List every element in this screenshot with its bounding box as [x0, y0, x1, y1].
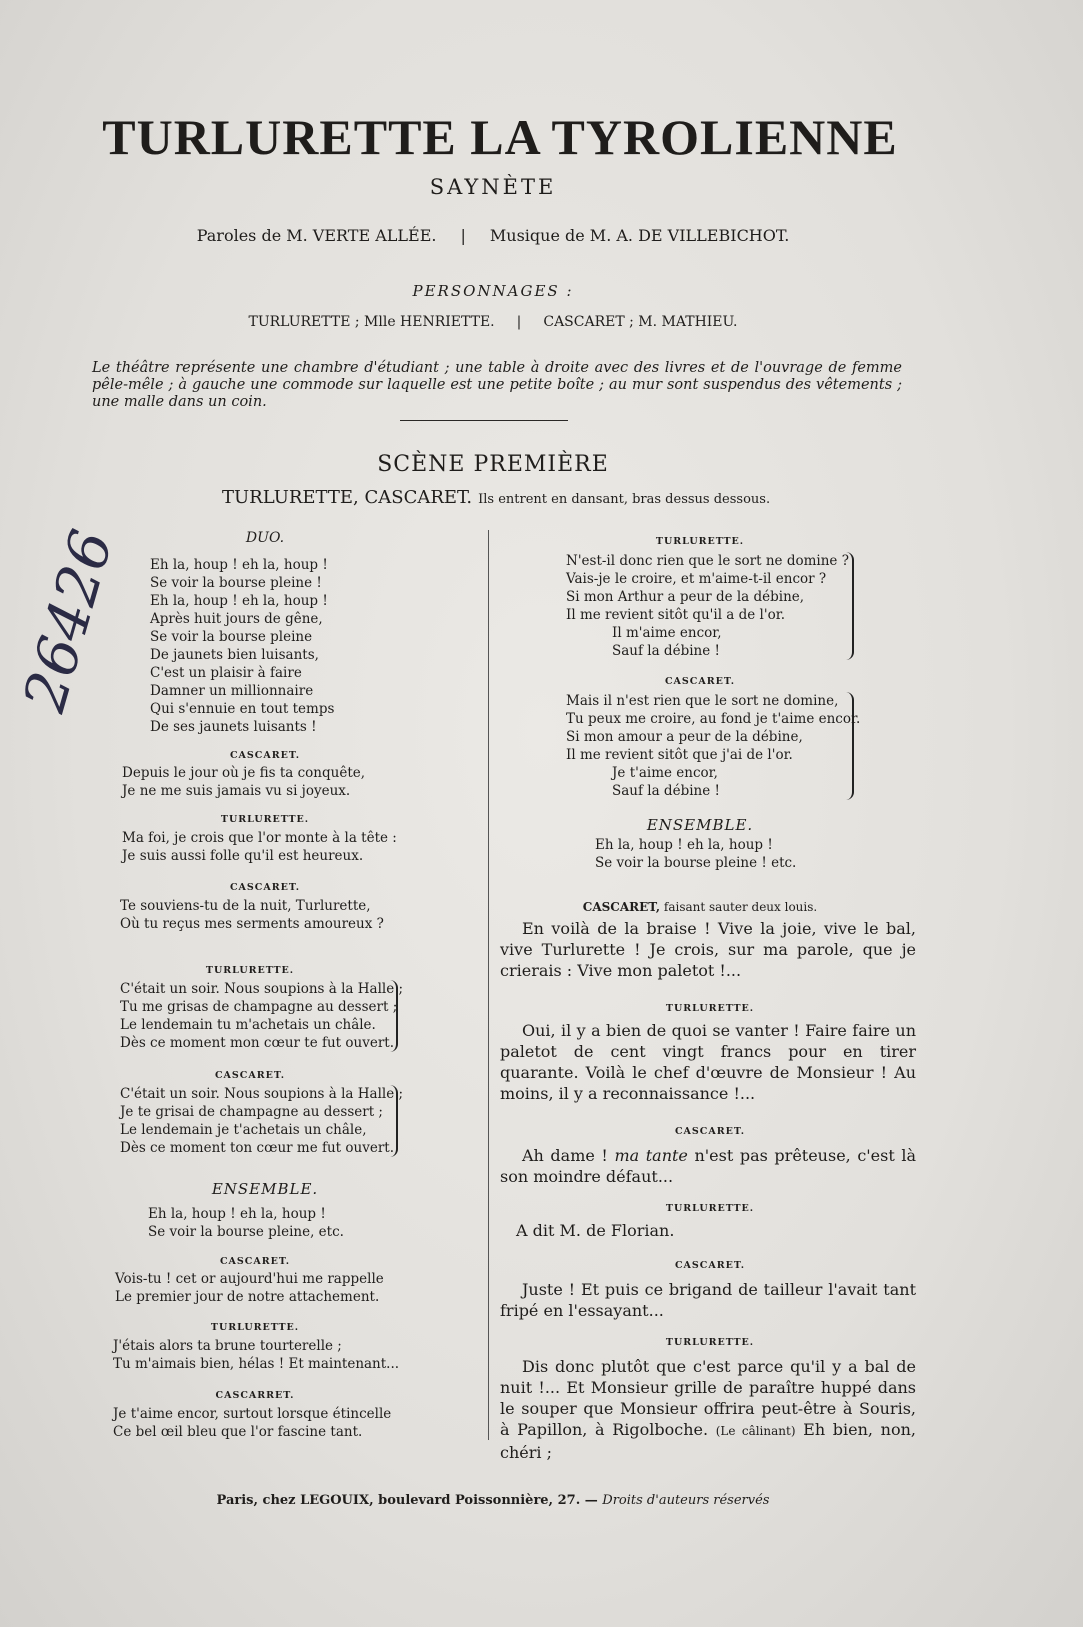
verse-line: Il me revient sitôt qu'il a de l'or.: [566, 607, 785, 623]
verse-line: Se voir la bourse pleine: [150, 629, 313, 645]
speech: [122, 829, 397, 865]
speaker-label: CASCARET.: [214, 1070, 285, 1081]
verse-line: Qui s'ennuie en tout temps: [150, 701, 335, 717]
prose-speech: [500, 1356, 916, 1463]
separator: |: [516, 314, 522, 330]
verse-line: Se voir la bourse pleine ! etc.: [595, 855, 797, 871]
verse-line: C'est un plaisir à faire: [150, 665, 302, 681]
ensemble-label: ENSEMBLE.: [211, 1180, 319, 1198]
verse-line: Tu m'aimais bien, hélas ! Et maintenant...: [113, 1356, 400, 1372]
speaker-label: TURLURETTE.: [205, 965, 295, 976]
column-divider: [488, 530, 489, 1440]
verse-line: Depuis le jour où je fis ta conquête,: [122, 765, 366, 781]
verse-line: Je ne me suis jamais vu si joyeux.: [122, 783, 351, 799]
prose-italic: ma tante: [614, 1146, 688, 1165]
verse-line: Sauf la débine !: [612, 643, 720, 659]
prose-text: Eh bien, non, chéri ;: [500, 1420, 916, 1462]
speaker-label: CASCARRET.: [215, 1390, 295, 1401]
prose-text: Ah dame !: [522, 1146, 615, 1165]
speaker-label: CASCARET.: [664, 676, 735, 687]
verse-line: Le lendemain tu m'achetais un châle.: [120, 1017, 376, 1033]
separator: |: [460, 226, 466, 245]
verse-line: C'était un soir. Nous soupions à la Halle ;: [120, 1086, 404, 1102]
verse-line: Dès ce moment mon cœur te fut ouvert.: [120, 1035, 394, 1051]
verse-line: Te souviens-tu de la nuit, Turlurette,: [120, 898, 371, 914]
credits: [0, 226, 986, 245]
composer: Musique de M. A. DE VILLEBICHOT.: [489, 226, 790, 245]
prose-speech: Juste ! Et puis ce brigand de tailleur l'avait tant fripé en l'essayant...: [500, 1280, 916, 1320]
ensemble-verse: [148, 1205, 344, 1241]
speech: [120, 897, 384, 933]
ensemble-label: ENSEMBLE.: [646, 816, 754, 834]
verse-line: Il me revient sitôt que j'ai de l'or.: [566, 747, 793, 763]
speaker-label: CASCARET,: [582, 900, 661, 914]
speaker-label: TURLURETTE.: [665, 1337, 755, 1348]
verse-line: Se voir la bourse pleine, etc.: [148, 1224, 344, 1240]
verse-line: Tu me grisas de champagne au dessert ;: [120, 999, 398, 1015]
verse-line: Il m'aime encor,: [612, 625, 722, 641]
speech: [113, 1337, 399, 1373]
speaker-label: TURLURETTE.: [220, 814, 310, 825]
personnage-turlurette: TURLURETTE ; Mlle HENRIETTE.: [248, 314, 495, 330]
entrance-direction: Ils entrent en dansant, bras dessus dessous.: [478, 492, 771, 507]
play-subtitle: SAYNÈTE: [429, 175, 557, 199]
personnages-heading: PERSONNAGES :: [412, 282, 574, 300]
verse-line: Damner un millionnaire: [150, 683, 314, 699]
speaker-label: CASCARET.: [229, 882, 300, 893]
verse-line: De jaunets bien luisants,: [150, 647, 319, 663]
verse-line: Je t'aime encor, surtout lorsque étincelle: [113, 1406, 392, 1422]
personnages-list: [0, 314, 986, 330]
prose-speech: En voilà de la braise ! Vive la joie, vive le bal, vive Turlurette ! Je crois, sur ma parole, que je crierais : Vive mon paletot !...: [500, 919, 916, 980]
verse-line: Où tu reçus mes serments amoureux ?: [120, 916, 384, 932]
speech-braced: [120, 1085, 404, 1157]
prose-text: Dis donc plutôt que c'est parce qu'il y a bal de nuit !... Et Monsieur grille de paraître huppé dans le souper que Monsieur offrira peut-être à Souris, à Papillon, à Rigolboche.: [500, 1357, 916, 1439]
duo-label: DUO.: [245, 530, 285, 546]
stage-direction: faisant sauter deux louis.: [663, 900, 818, 914]
stage-directions: Le théâtre représente une chambre d'étudiant ; une table à droite avec des livres et de l'ouvrage de femme pêle-mêle ; à gauche une commode sur laquelle est une petite boîte ; au mur sont suspendus des vêtements ; une malle dans un coin.: [92, 360, 902, 410]
play-title: TURLURETTE LA TYROLIENNE: [102, 109, 898, 165]
scene-characters: [222, 487, 770, 508]
speech-braced: [566, 692, 861, 800]
speaker-label: TURLURETTE.: [655, 536, 745, 547]
prose-speech: Oui, il y a bien de quoi se vanter ! Faire faire un paletot de cent vingt francs pour en tirer quarante. Voilà le chef d'œuvre de Monsieur ! Au moins, il y a reconnaissance !...: [500, 1021, 916, 1103]
speech: [113, 1405, 391, 1441]
inventory-number: 26426: [10, 522, 127, 719]
speech: [122, 764, 365, 800]
verse-line: Ma foi, je crois que l'or monte à la tête :: [122, 830, 397, 846]
speaker-label: CASCARET.: [219, 1256, 290, 1267]
verse-line: Eh la, houp ! eh la, houp !: [150, 557, 328, 573]
speaker-label: CASCARET.: [674, 1260, 745, 1271]
speaker-label: CASCARET.: [229, 750, 300, 761]
verse-line: Le premier jour de notre attachement.: [115, 1289, 380, 1305]
scene-heading: SCÈNE PREMIÈRE: [377, 452, 609, 477]
speaker-label: TURLURETTE.: [210, 1322, 300, 1333]
verse-line: Je t'aime encor,: [612, 765, 718, 781]
speaker-label: CASCARET.: [674, 1126, 745, 1137]
speech-braced: [566, 552, 854, 660]
prose-speech: A dit M. de Florian.: [516, 1221, 675, 1240]
verse-line: Vois-tu ! cet or aujourd'hui me rappelle: [115, 1271, 384, 1287]
publisher: Paris, chez LEGOUIX, boulevard Poissonnière, 27. —: [216, 1493, 603, 1508]
verse-line: Eh la, houp ! eh la, houp !: [595, 837, 773, 853]
duo-verse: [150, 556, 334, 736]
verse-line: Je te grisai de champagne au dessert ;: [120, 1104, 383, 1120]
publisher-footer: [0, 1493, 986, 1508]
verse-line: Dès ce moment ton cœur me fut ouvert.: [120, 1140, 394, 1156]
speaker-line: [500, 900, 900, 914]
verse-line: Sauf la débine !: [612, 783, 720, 799]
prose-speech: [500, 1145, 916, 1187]
characters: TURLURETTE, CASCARET.: [222, 487, 473, 508]
verse-line: Mais il n'est rien que le sort ne domine,: [566, 693, 839, 709]
speech: [115, 1270, 384, 1306]
verse-line: Eh la, houp ! eh la, houp !: [148, 1206, 326, 1222]
verse-line: Eh la, houp ! eh la, houp !: [150, 593, 328, 609]
stage-direction: (Le câlinant): [715, 1424, 796, 1438]
verse-line: Après huit jours de gêne,: [150, 611, 323, 627]
verse-line: Ce bel œil bleu que l'or fascine tant.: [113, 1424, 363, 1440]
lyricist: Paroles de M. VERTE ALLÉE.: [196, 226, 437, 245]
verse-line: Si mon amour a peur de la débine,: [566, 729, 803, 745]
ensemble-verse: [595, 836, 796, 872]
verse-line: J'étais alors ta brune tourterelle ;: [113, 1338, 342, 1354]
verse-line: Vais-je le croire, et m'aime-t-il encor ?: [566, 571, 827, 587]
verse-line: N'est-il donc rien que le sort ne domine ?: [566, 553, 849, 569]
speaker-label: TURLURETTE.: [665, 1003, 755, 1014]
rights-notice: Droits d'auteurs réservés: [602, 1493, 770, 1508]
verse-line: Si mon Arthur a peur de la débine,: [566, 589, 805, 605]
prose-text: n'est pas prêteuse, c'est là son moindre défaut...: [500, 1146, 917, 1186]
verse-line: Se voir la bourse pleine !: [150, 575, 322, 591]
divider-rule: [400, 420, 568, 421]
speaker-label: TURLURETTE.: [665, 1203, 755, 1214]
speech-braced: [120, 980, 404, 1052]
verse-line: C'était un soir. Nous soupions à la Halle ;: [120, 981, 404, 997]
verse-line: Je suis aussi folle qu'il est heureux.: [122, 848, 364, 864]
verse-line: De ses jaunets luisants !: [150, 719, 317, 735]
personnage-cascaret: CASCARET ; M. MATHIEU.: [543, 314, 738, 330]
verse-line: Tu peux me croire, au fond je t'aime encor.: [566, 711, 861, 727]
verse-line: Le lendemain je t'achetais un châle,: [120, 1122, 367, 1138]
